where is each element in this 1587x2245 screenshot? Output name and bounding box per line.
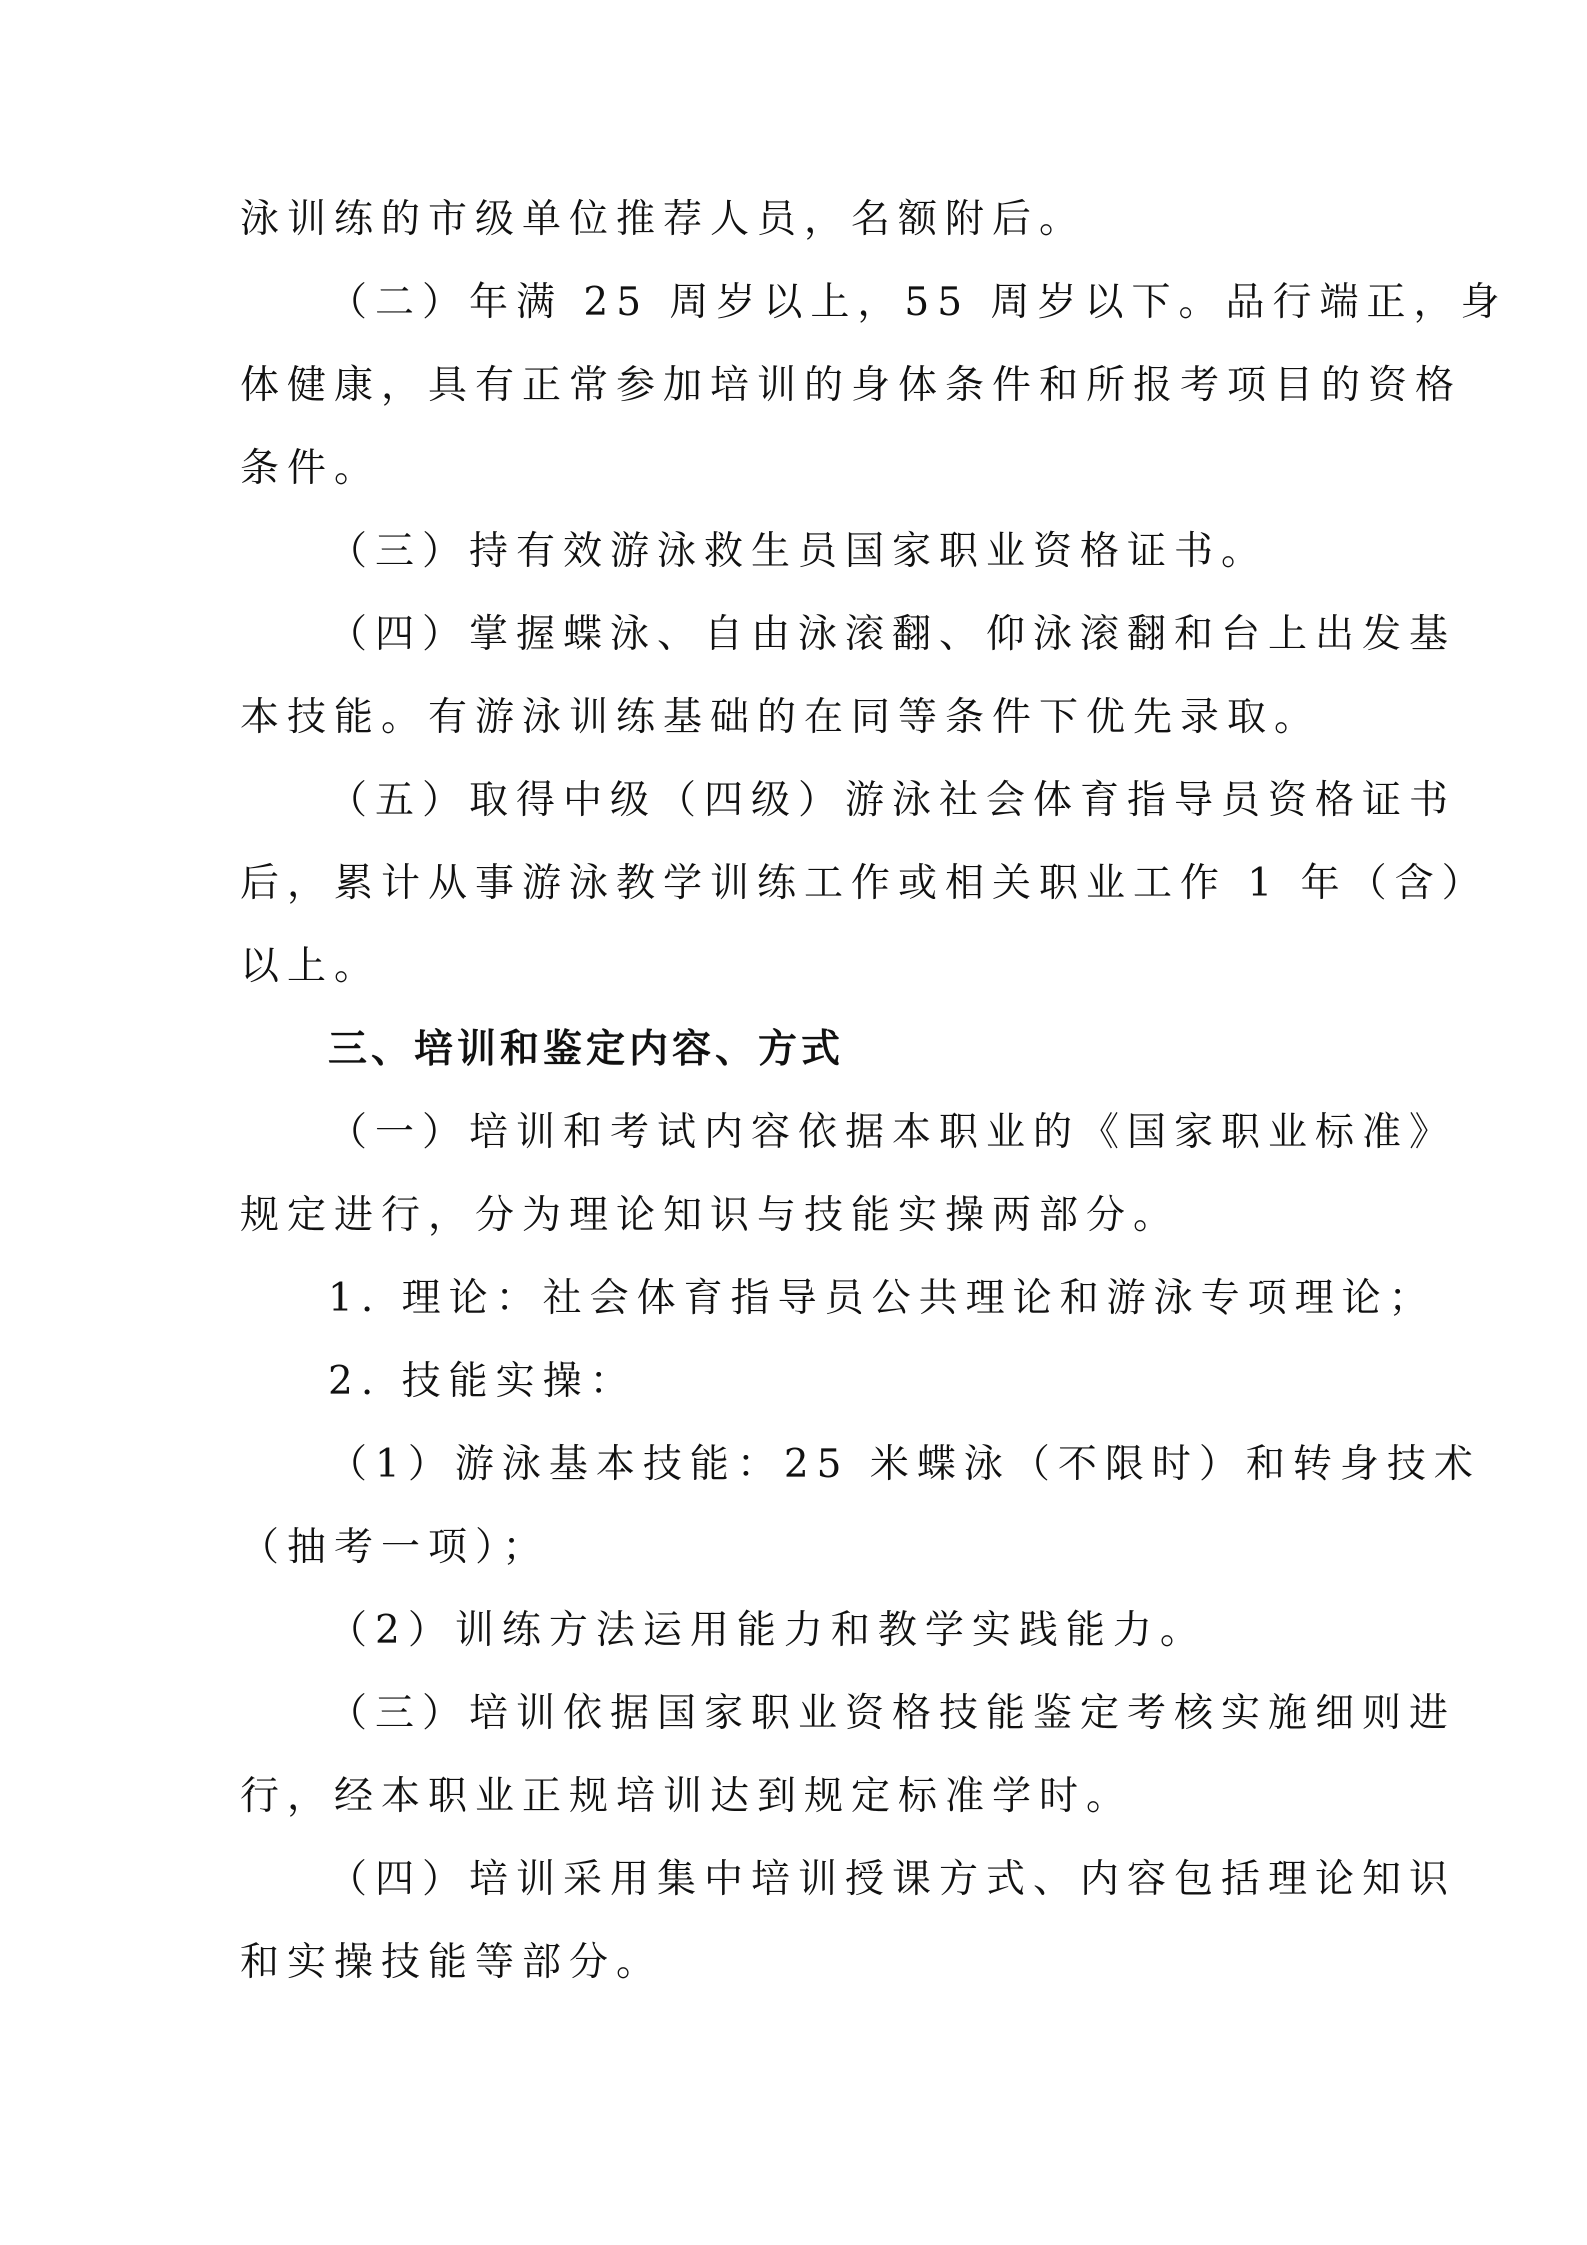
paragraph-line: （抽考一项）； — [240, 1525, 550, 1570]
paragraph-line: （三）培训依据国家职业资格技能鉴定考核实施细则进 — [328, 1691, 1457, 1736]
paragraph-line: 以上。 — [240, 944, 382, 989]
paragraph-line: 规定进行，分为理论知识与技能实操两部分。 — [240, 1193, 1181, 1238]
paragraph-line: 本技能。有游泳训练基础的在同等条件下优先录取。 — [240, 695, 1322, 740]
paragraph-line: 后，累计从事游泳教学训练工作或相关职业工作 1 年（含） — [240, 861, 1489, 906]
paragraph-line: 2. 技能实操： — [328, 1359, 637, 1404]
paragraph-line: （四）掌握蝶泳、自由泳滚翻、仰泳滚翻和台上出发基 — [328, 612, 1457, 657]
paragraph-line: （五）取得中级（四级）游泳社会体育指导员资格证书 — [328, 778, 1457, 823]
paragraph-line: 条件。 — [240, 446, 382, 491]
paragraph-line: （一）培训和考试内容依据本职业的《国家职业标准》 — [328, 1110, 1457, 1155]
document-body — [240, 178, 1508, 2004]
paragraph-line: 和实操技能等部分。 — [240, 1940, 664, 1985]
paragraph-line: （二）年满 25 周岁以上，55 周岁以下。品行端正，身 — [328, 280, 1508, 325]
paragraph-line: （三）持有效游泳救生员国家职业资格证书。 — [328, 529, 1269, 574]
paragraph-line: 体健康，具有正常参加培训的身体条件和所报考项目的资格 — [240, 363, 1463, 408]
paragraph-line: （四）培训采用集中培训授课方式、内容包括理论知识 — [328, 1857, 1457, 1902]
section-heading: 三、培训和鉴定内容、方式 — [328, 1027, 845, 1072]
paragraph-line: （2）训练方法运用能力和教学实践能力。 — [328, 1608, 1207, 1653]
paragraph-line: 行，经本职业正规培训达到规定标准学时。 — [240, 1774, 1134, 1819]
paragraph-line: 泳训练的市级单位推荐人员，名额附后。 — [240, 197, 1087, 242]
paragraph-line: （1）游泳基本技能：25 米蝶泳（不限时）和转身技术 — [328, 1442, 1481, 1487]
paragraph-line: 1. 理论：社会体育指导员公共理论和游泳专项理论； — [328, 1276, 1436, 1321]
